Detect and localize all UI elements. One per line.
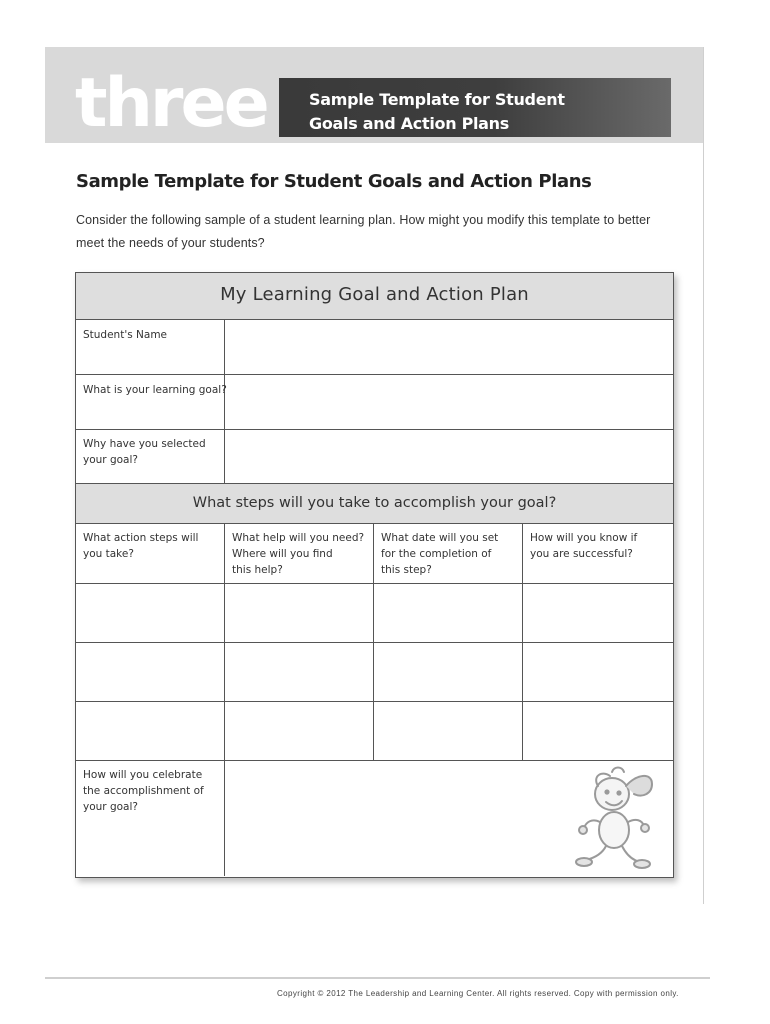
divider	[76, 523, 673, 524]
step-cell[interactable]	[523, 584, 673, 642]
intro-text: Consider the following sample of a student learning plan. How might you modify this template to better meet the needs of your students?	[76, 213, 651, 250]
step-cell[interactable]	[374, 584, 522, 642]
step-cell[interactable]	[523, 702, 673, 760]
celebrate-label: How will you celebrate the accomplishment of your goal?	[83, 769, 204, 813]
section-title: Sample Template for Student Goals and Action Plans	[76, 171, 592, 192]
step-cell[interactable]	[225, 643, 373, 701]
student-name-field[interactable]	[225, 320, 673, 374]
header-line-1: Sample Template for Student	[309, 90, 565, 109]
header-line-2: Goals and Action Plans	[309, 114, 509, 133]
column-header-help-needed: What help will you need? Where will you find this help?	[232, 532, 365, 576]
plan-title: My Learning Goal and Action Plan	[220, 284, 529, 305]
step-cell[interactable]	[76, 584, 224, 642]
step-cell[interactable]	[374, 643, 522, 701]
student-name-label: Student's Name	[83, 329, 168, 341]
goal-reason-field[interactable]	[225, 430, 673, 483]
step-cell[interactable]	[225, 702, 373, 760]
learning-goal-field[interactable]	[225, 375, 673, 429]
chapter-word: three	[75, 64, 267, 143]
step-cell[interactable]	[76, 643, 224, 701]
chapter-header-box	[279, 78, 671, 137]
column-header-success-measure: How will you know if you are successful?	[530, 532, 638, 560]
footer-rule	[45, 977, 710, 979]
step-cell[interactable]	[374, 702, 522, 760]
column-header-action-steps: What action steps will you take?	[83, 532, 199, 560]
step-cell[interactable]	[523, 643, 673, 701]
column-header-completion-date: What date will you set for the completion of this step?	[381, 532, 499, 576]
steps-title: What steps will you take to accomplish your goal?	[192, 495, 557, 511]
copyright-footer: Copyright © 2012 The Leadership and Learning Center. All rights reserved. Copy with permission only.	[277, 989, 679, 998]
dancing-dog-illustration	[572, 764, 658, 872]
step-cell[interactable]	[225, 584, 373, 642]
learning-goal-label: What is your learning goal?	[83, 384, 227, 396]
goal-reason-label: Why have you selected your goal?	[83, 438, 206, 466]
step-cell[interactable]	[76, 702, 224, 760]
